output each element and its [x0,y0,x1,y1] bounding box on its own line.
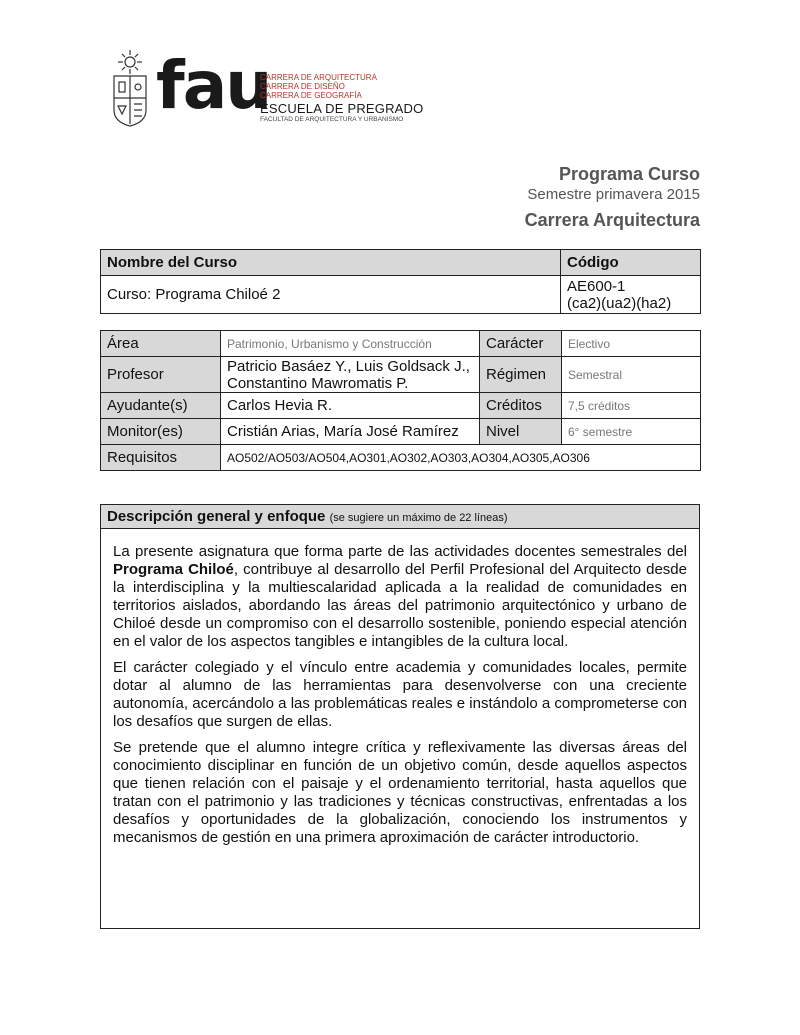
ayudante-value: Carlos Hevia R. [221,393,480,419]
monitor-value: Cristián Arias, María José Ramírez [221,419,480,445]
description-paragraph: Se pretende que el alumno integre crítica y reflexivamente las diversas áreas del conocimiento disciplinar en función de un objetivo común, desde aquellos aspectos que tienen relación con el paisaje y el ordenamiento territorial, hasta aquellos que tratan con el patrimonio y las tradiciones y técnicas constructivas, enfrentadas a los desafíos y oportunidades de la globalización, conociendo los instrumentos y mecanismos de gestión en una primera aproximación de carácter introductorio. [113,739,687,846]
creditos-value: 7,5 créditos [562,393,701,419]
nivel-label: Nivel [480,419,562,445]
creditos-label: Créditos [480,393,562,419]
carrera-title: Carrera Arquitectura [524,210,700,230]
carreras-list [260,73,377,100]
requisitos-label: Requisitos [101,445,221,471]
description-header [101,505,699,529]
regimen-value: Semestral [562,357,701,393]
programa-chiloe-bold: Programa Chiloé [113,561,234,578]
nivel-value: 6° semestre [562,419,701,445]
fau-wordmark: fau [156,47,271,124]
requisitos-value: AO502/AO503/AO504,AO301,AO302,AO303,AO304,AO305,AO306 [221,445,701,471]
codigo-line: (ca2)(ua2)(ha2) [567,294,672,312]
description-body [101,529,699,847]
monitor-label: Monitor(es) [101,419,221,445]
programa-title: Programa Curso [558,164,700,184]
caracter-value: Electivo [562,331,701,357]
caracter-label: Carácter [480,331,562,357]
carrera-line: CARRERA DE DISEÑO [260,82,345,91]
codigo-header: Código [561,250,701,276]
paragraph-text: La presente asignatura que forma parte de las actividades docentes semestrales del [113,543,687,560]
codigo-value [561,276,701,314]
nombre-header: Nombre del Curso [101,250,561,276]
area-value: Patrimonio, Urbanismo y Construcción [221,331,480,357]
course-info-table [100,330,701,471]
description-title: Descripción general y enfoque [107,508,326,525]
semestre-label: Semestre primavera 2015 [527,186,700,203]
description-note: (se sugiere un máximo de 22 líneas) [329,512,508,524]
nombre-value: Curso: Programa Chiloé 2 [101,276,561,314]
profesor-label: Profesor [101,357,221,393]
escuela-label: ESCUELA DE PREGRADO [260,101,424,116]
profesor-value: Patricio Basáez Y., Luis Goldsack J., Constantino Mawromatis P. [221,357,480,393]
description-paragraph [113,543,687,651]
ayudante-label: Ayudante(s) [101,393,221,419]
description-section [100,504,700,929]
carrera-line: CARRERA DE ARQUITECTURA [260,73,377,82]
codigo-line: AE600-1 [567,277,626,295]
university-crest-icon [110,48,150,128]
description-paragraph: El carácter colegiado y el vínculo entre academia y comunidades locales, permite dotar al alumno de las herramientas para desenvolverse con una creciente autonomía, acercándolo a las problemáticas reales e instándolo a comprometerse con los desafíos que surgen de ellas. [113,659,687,730]
regimen-label: Régimen [480,357,562,393]
area-label: Área [101,331,221,357]
course-name-table [100,249,701,314]
facultad-label: FACULTAD DE ARQUITECTURA Y URBANISMO [260,116,404,123]
fau-logo [110,47,424,130]
paragraph-text: , contribuye al desarrollo del Perfil Profesional del Arquitecto desde la interdisciplina y la multiescalaridad aplicada a la realidad de comunidades en territorios aislados, abordando las áreas del patrimonio arquitectónico y urbano de Chiloé desde un compromiso con el desarrollo sostenible, poniendo especial atención en el valor de los aspectos tangibles e intangibles de la cultura local. [113,561,687,650]
carrera-line: CARRERA DE GEOGRAFÍA [260,91,362,100]
